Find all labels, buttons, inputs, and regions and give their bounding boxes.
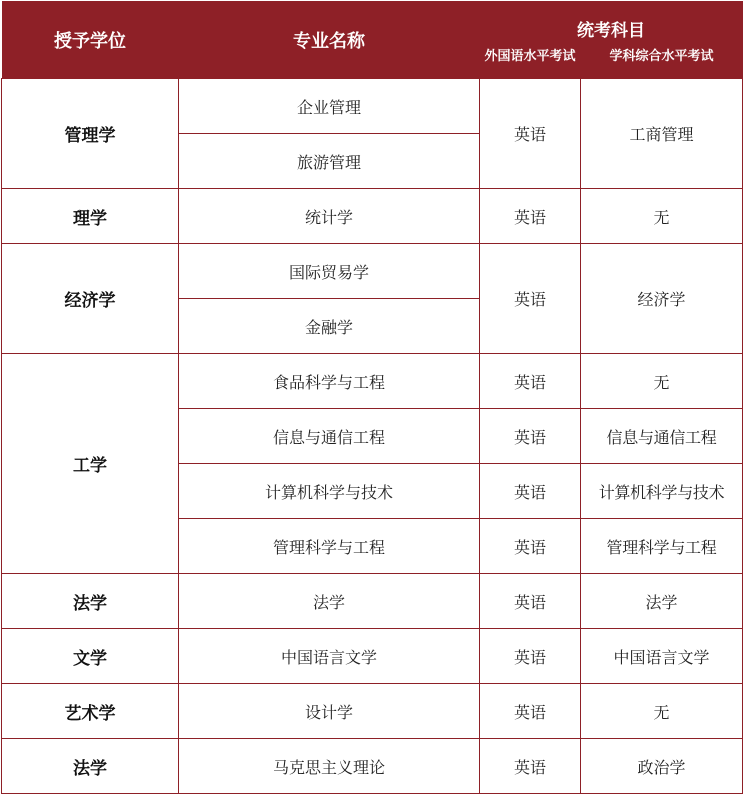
language-cell: 英语 [480, 189, 581, 244]
degree-cell: 经济学 [2, 244, 179, 354]
degree-cell: 理学 [2, 189, 179, 244]
language-cell: 英语 [480, 244, 581, 354]
comprehensive-cell: 信息与通信工程 [581, 409, 743, 464]
table-row [2, 354, 743, 409]
major-cell: 法学 [179, 574, 480, 629]
header-exam-group: 统考科目 [480, 1, 743, 43]
table-row [2, 79, 743, 134]
degree-cell: 管理学 [2, 79, 179, 189]
header-foreign-language: 外国语水平考试 [480, 43, 581, 79]
comprehensive-cell: 无 [581, 189, 743, 244]
language-cell: 英语 [480, 354, 581, 409]
language-cell: 英语 [480, 409, 581, 464]
comprehensive-cell: 法学 [581, 574, 743, 629]
comprehensive-cell: 政治学 [581, 739, 743, 794]
comprehensive-cell: 计算机科学与技术 [581, 464, 743, 519]
comprehensive-cell: 无 [581, 684, 743, 739]
major-cell: 信息与通信工程 [179, 409, 480, 464]
degree-cell: 工学 [2, 354, 179, 574]
header-major: 专业名称 [179, 1, 480, 79]
major-cell: 计算机科学与技术 [179, 464, 480, 519]
major-cell: 食品科学与工程 [179, 354, 480, 409]
table-row [2, 684, 743, 739]
comprehensive-cell: 经济学 [581, 244, 743, 354]
major-cell: 马克思主义理论 [179, 739, 480, 794]
language-cell: 英语 [480, 684, 581, 739]
table-row [2, 244, 743, 299]
major-cell: 设计学 [179, 684, 480, 739]
major-cell: 统计学 [179, 189, 480, 244]
degree-cell: 法学 [2, 574, 179, 629]
language-cell: 英语 [480, 79, 581, 189]
header-degree: 授予学位 [2, 1, 179, 79]
language-cell: 英语 [480, 464, 581, 519]
comprehensive-cell: 中国语言文学 [581, 629, 743, 684]
comprehensive-cell: 管理科学与工程 [581, 519, 743, 574]
table-row [2, 629, 743, 684]
major-cell: 金融学 [179, 299, 480, 354]
degree-cell: 文学 [2, 629, 179, 684]
language-cell: 英语 [480, 519, 581, 574]
degree-cell: 法学 [2, 739, 179, 794]
comprehensive-cell: 无 [581, 354, 743, 409]
table-row [2, 574, 743, 629]
major-cell: 国际贸易学 [179, 244, 480, 299]
table-row [2, 739, 743, 794]
major-cell: 管理科学与工程 [179, 519, 480, 574]
major-cell: 企业管理 [179, 79, 480, 134]
major-cell: 旅游管理 [179, 134, 480, 189]
degree-cell: 艺术学 [2, 684, 179, 739]
language-cell: 英语 [480, 629, 581, 684]
header-comprehensive: 学科综合水平考试 [581, 43, 743, 79]
language-cell: 英语 [480, 574, 581, 629]
table-row [2, 189, 743, 244]
language-cell: 英语 [480, 739, 581, 794]
exam-subjects-table [1, 1, 743, 794]
comprehensive-cell: 工商管理 [581, 79, 743, 189]
major-cell: 中国语言文学 [179, 629, 480, 684]
